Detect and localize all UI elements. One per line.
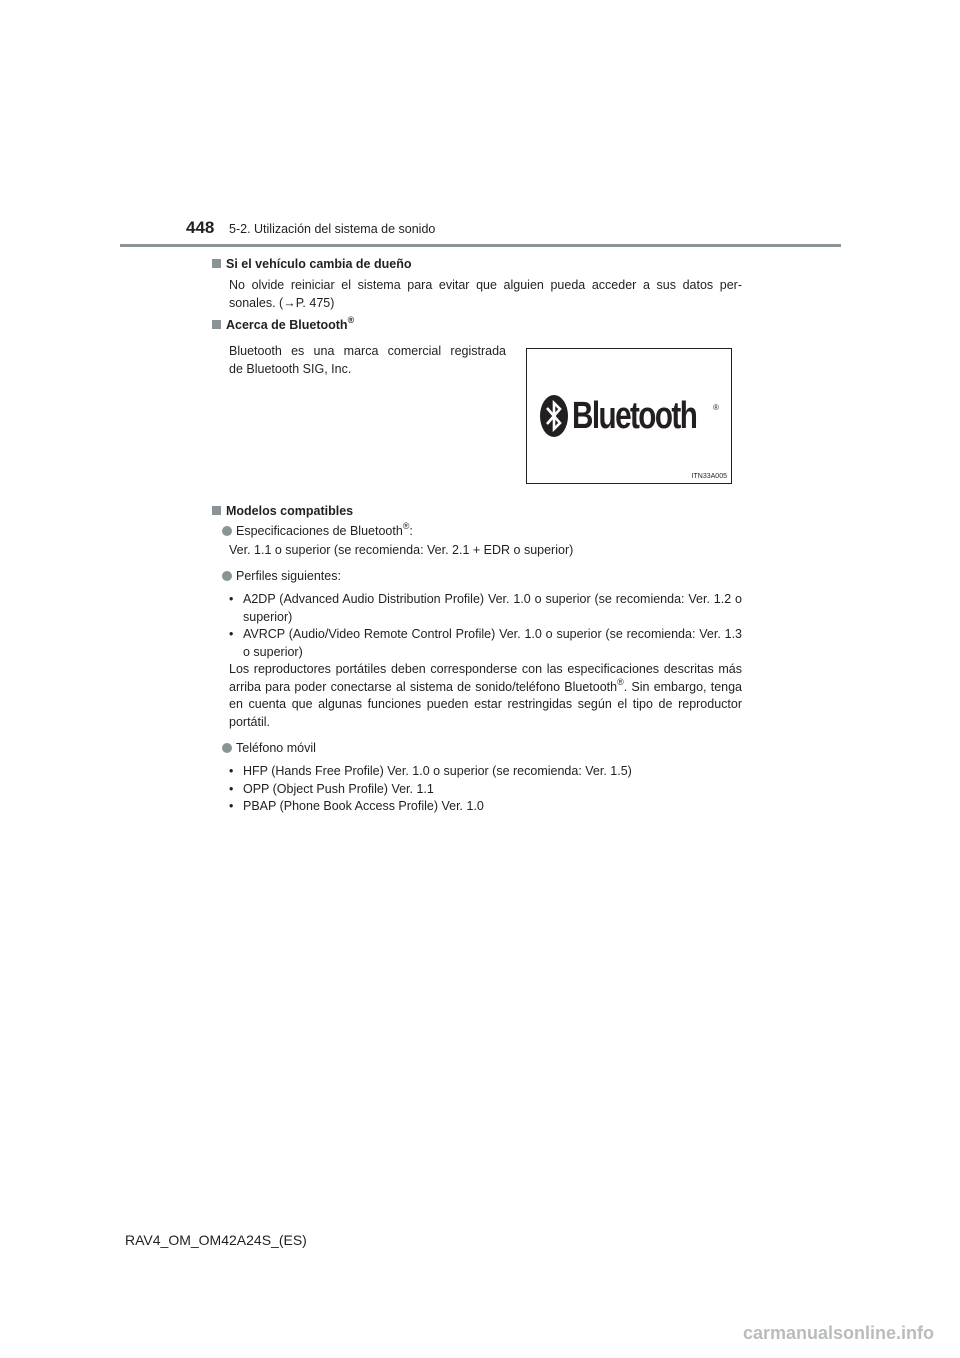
- logo-registered-mark: ®: [713, 403, 719, 412]
- trademark-line2: de Bluetooth SIG, Inc.: [229, 361, 352, 376]
- bluetooth-trademark-text: [229, 343, 506, 378]
- section-title: 5-2. Utilización del sistema de sonido: [229, 222, 436, 236]
- spec-item: Especificaciones de Bluetooth®:: [222, 523, 413, 541]
- square-bullet-icon: [212, 259, 221, 268]
- owner-change-line1: No olvide reiniciar el sistema para evitar que alguien pueda acceder a sus datos per-: [229, 278, 742, 292]
- heading-about-bluetooth: Acerca de Bluetooth®: [212, 318, 354, 332]
- page-number: 448: [186, 218, 215, 237]
- registered-mark: ®: [347, 315, 355, 325]
- round-bullet-icon: [222, 571, 232, 581]
- list-item: • PBAP (Phone Book Access Profile) Ver. 1.0: [229, 798, 742, 816]
- list-item: • A2DP (Advanced Audio Distribution Profile) Ver. 1.0 o superior (se recomienda: Ver. 1.2 o superior): [229, 591, 742, 626]
- dot-marker: •: [229, 764, 234, 778]
- profiles-note: Los reproductores portátiles deben corresponderse con las especificaciones descritas más arriba para poder conectarse al sistema de sonido/teléfono Bluetooth®. Sin embargo, tenga en cuenta que algunas funciones pueden estar restringidas según el tipo de reproductor portátil.: [229, 662, 742, 729]
- square-bullet-icon: [212, 506, 221, 515]
- registered-mark: ®: [617, 676, 624, 687]
- registered-mark: ®: [402, 521, 410, 531]
- list-item: • AVRCP (Audio/Video Remote Control Profile) Ver. 1.0 o superior (se recomienda: Ver. 1.3 o superior): [229, 626, 742, 661]
- phone-list: [229, 763, 742, 816]
- dot-marker: •: [229, 781, 234, 796]
- dot-marker: •: [229, 627, 234, 641]
- owner-change-text: [229, 277, 742, 312]
- round-bullet-icon: [222, 526, 232, 536]
- owner-change-line2: sonales. (→P. 475): [229, 295, 335, 310]
- dot-marker: •: [229, 799, 234, 813]
- watermark: carmanualsonline.info: [742, 1323, 934, 1343]
- bluetooth-rune-icon: [540, 395, 568, 437]
- document-code: RAV4_OM_OM42A24S_(ES): [125, 1232, 307, 1248]
- bluetooth-logo-figure: [526, 348, 732, 484]
- trademark-line1: Bluetooth es una marca comercial registrada: [229, 344, 506, 358]
- figure-code: ITN33A005: [691, 473, 727, 480]
- spec-value: Ver. 1.1 o superior (se recomienda: Ver. 2.1 + EDR o superior): [229, 543, 574, 557]
- list-item: • HFP (Hands Free Profile) Ver. 1.0 o superior (se recomienda: Ver. 1.5): [229, 763, 742, 781]
- phone-item: Teléfono móvil: [222, 740, 316, 758]
- profiles-list: [229, 591, 742, 731]
- profiles-item: Perfiles siguientes:: [222, 568, 341, 586]
- square-bullet-icon: [212, 320, 221, 329]
- heading-owner-change: Si el vehículo cambia de dueño: [212, 257, 411, 271]
- header-divider: [120, 244, 841, 247]
- round-bullet-icon: [222, 743, 232, 753]
- bluetooth-wordmark: Bluetooth: [572, 395, 697, 437]
- dot-marker: •: [229, 592, 234, 606]
- heading-compatible-models: Modelos compatibles: [212, 504, 353, 518]
- bluetooth-logo: [540, 395, 731, 437]
- list-item: • OPP (Object Push Profile) Ver. 1.1: [229, 781, 742, 799]
